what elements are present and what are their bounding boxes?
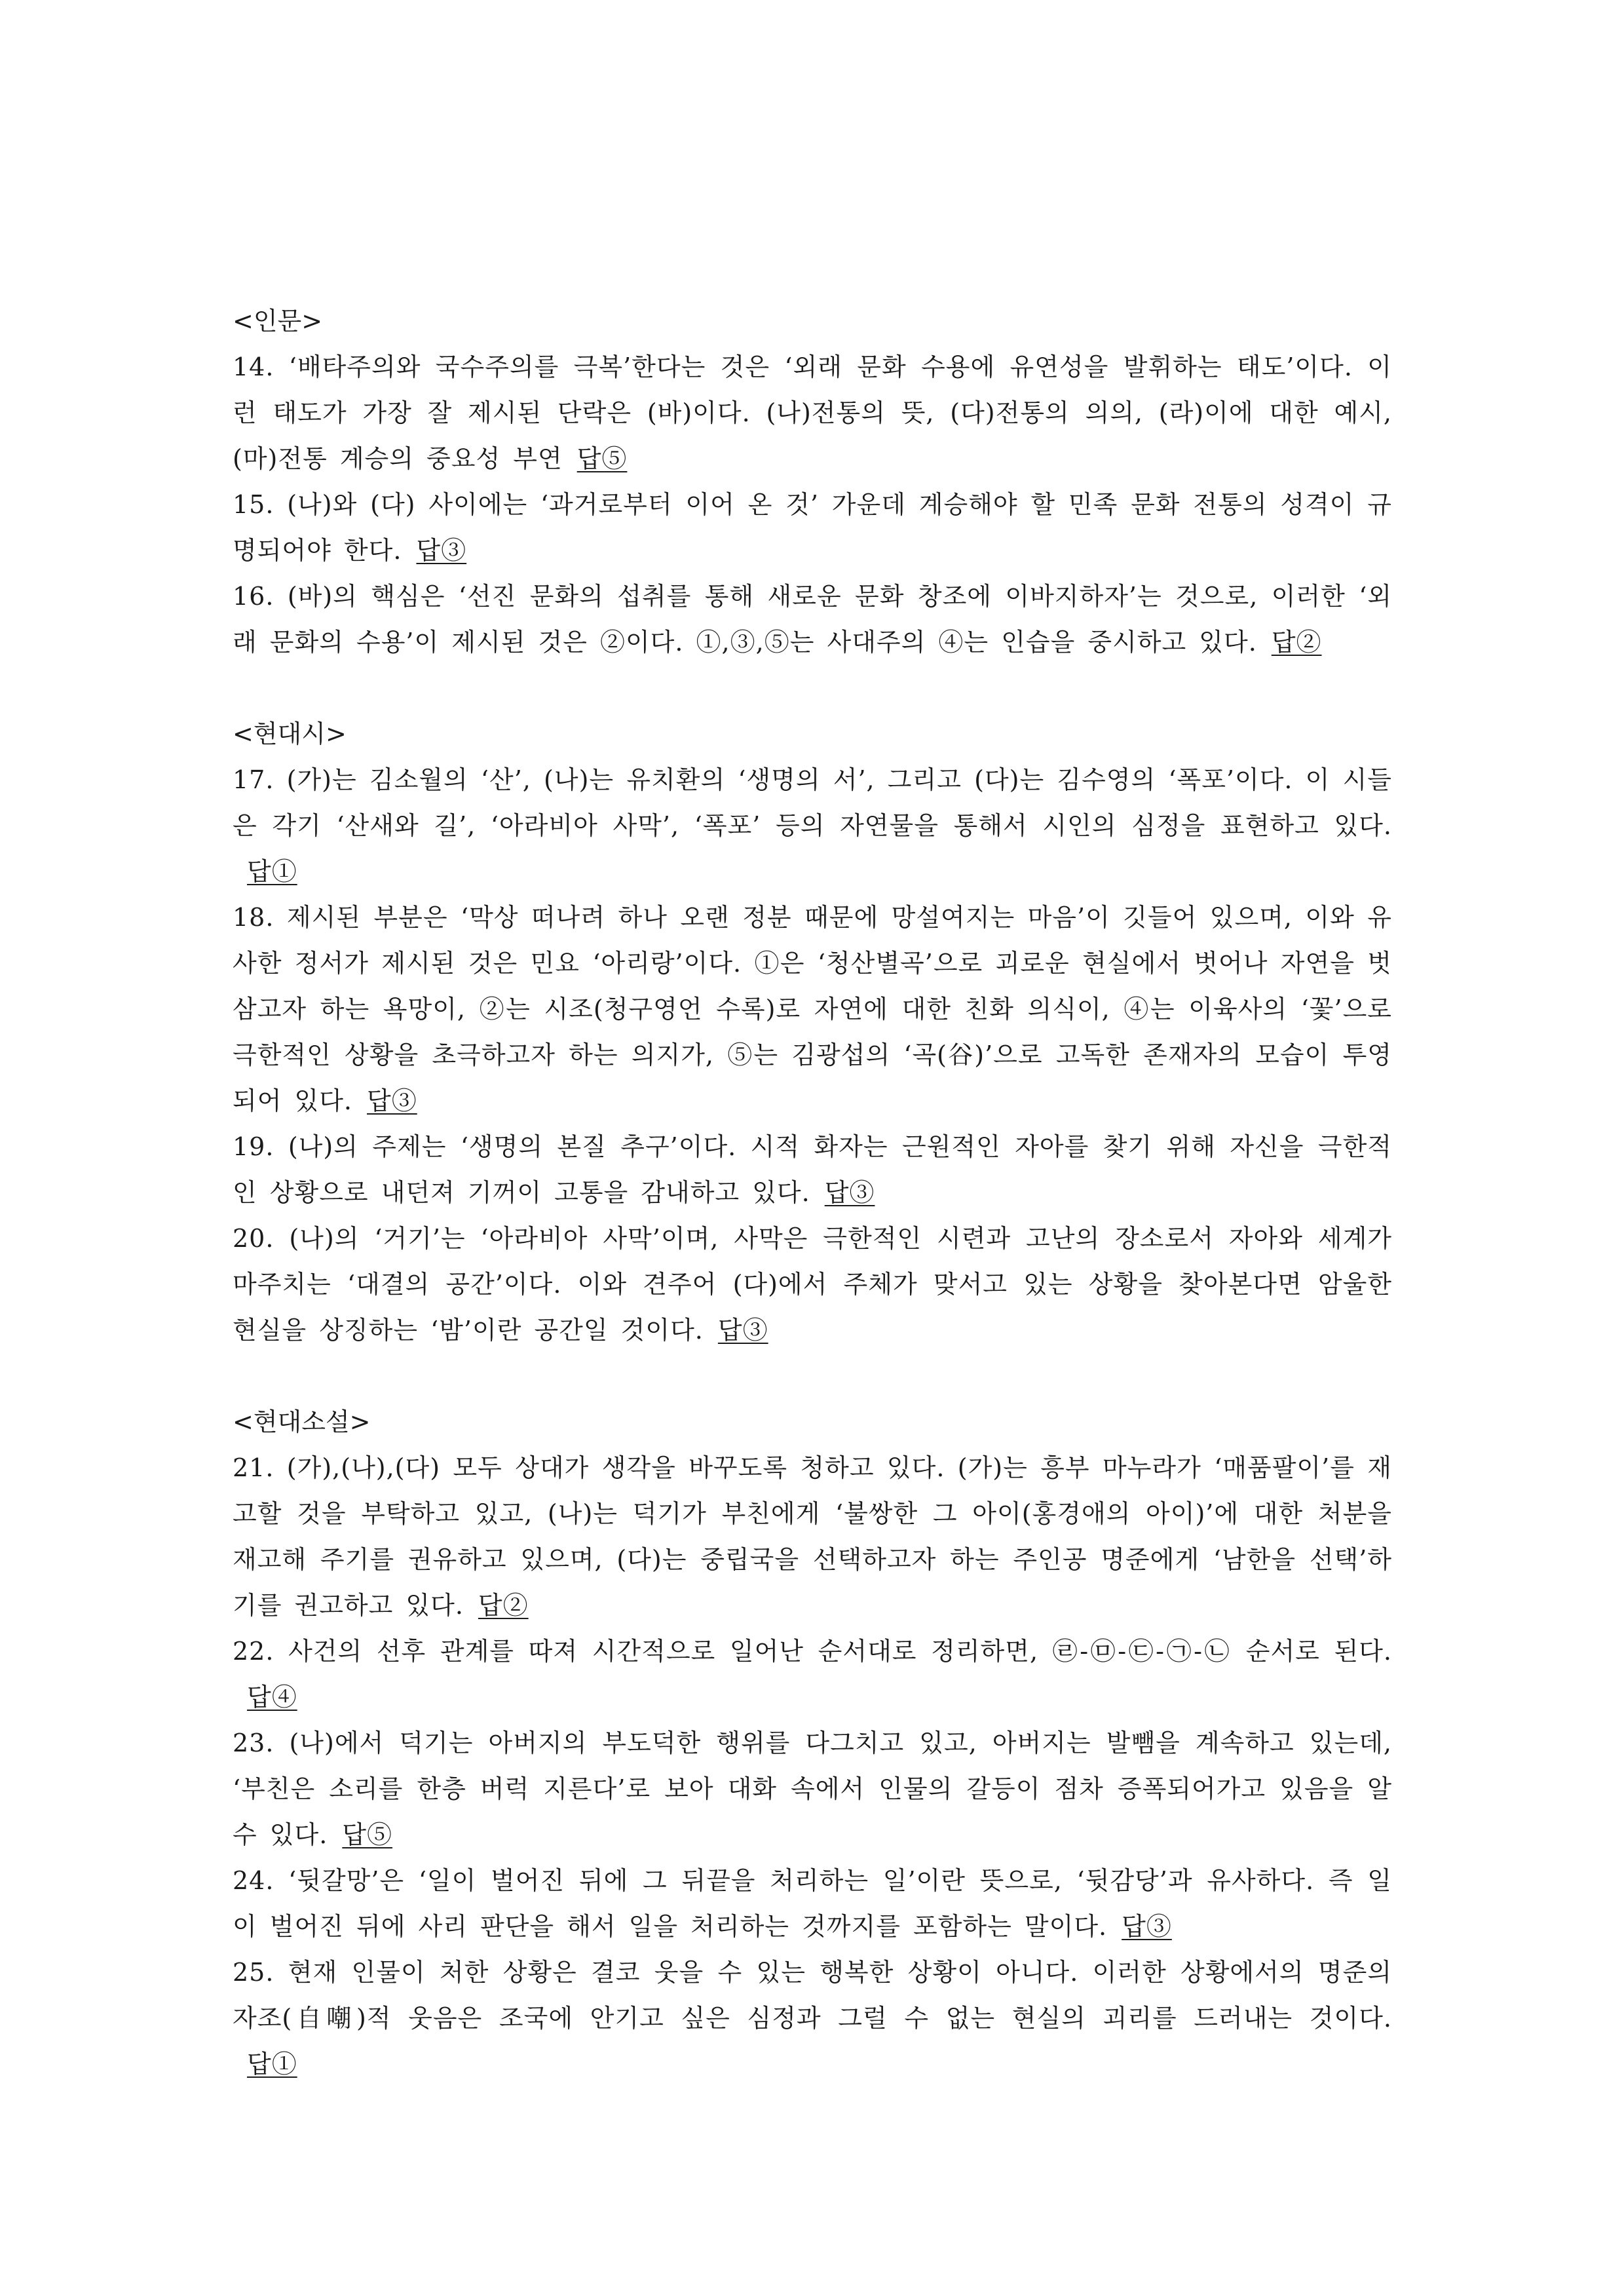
answer-label: 답③ <box>367 1086 417 1115</box>
explanation-text: 19. (나)의 주제는 ‘생명의 본질 추구’이다. 시적 화자는 근원적인 자아를 찾기 위해 자신을 극한적인 상황으로 내던져 기꺼이 고통을 감내하고 있다. <box>233 1132 1392 1207</box>
answer-label: 답③ <box>1122 1912 1172 1941</box>
question-19-explanation <box>233 1124 1392 1215</box>
section-modern-poetry <box>233 711 1392 1353</box>
question-23-explanation <box>233 1720 1392 1858</box>
section-modern-fiction <box>233 1399 1392 2087</box>
answer-key-document <box>233 298 1392 2087</box>
explanation-text: 22. 사건의 선후 관계를 따져 시간적으로 일어난 순서대로 정리하면, ㉣-㉤-㉢-㉠-㉡ 순서로 된다. <box>233 1637 1392 1666</box>
answer-label: 답① <box>247 2050 297 2078</box>
explanation-text: 18. 제시된 부분은 ‘막상 떠나려 하나 오랜 정분 때문에 망설여지는 마음’이 깃들어 있으며, 이와 유사한 정서가 제시된 것은 민요 ‘아리랑’이다. ①은 ‘청산별곡’으로 괴로운 현실에서 벗어나 자연을 벗삼고자 하는 욕망이, ②는 시조(청구영언 수록)로 자연에 대한 친화 의식이, ④는 이육사의 ‘꽃’으로 극한적인 상황을 초극하고자 하는 의지가, ⑤는 김광섭의 ‘곡(谷)’으로 고독한 존재자의 모습이 투영되어 있다. <box>233 903 1392 1115</box>
question-17-explanation <box>233 757 1392 894</box>
answer-label: 답③ <box>824 1178 875 1207</box>
answer-label: 답⑤ <box>576 444 628 473</box>
question-16-explanation <box>233 573 1392 665</box>
answer-label: 답③ <box>717 1316 768 1345</box>
explanation-text: 23. (나)에서 덕기는 아버지의 부도덕한 행위를 다그치고 있고, 아버지는 발뺌을 계속하고 있는데, ‘부친은 소리를 한층 버럭 지른다’로 보아 대화 속에서 인물의 갈등이 점차 증폭되어가고 있음을 알 수 있다. <box>233 1729 1392 1849</box>
question-20-explanation <box>233 1215 1392 1353</box>
explanation-text: 24. ‘뒷갈망’은 ‘일이 벌어진 뒤에 그 뒤끝을 처리하는 일’이란 뜻으로, ‘뒷감당’과 유사하다. 즉 일이 벌어진 뒤에 사리 판단을 해서 일을 처리하는 것까지를 포함하는 말이다. <box>233 1866 1392 1941</box>
answer-label: 답② <box>1271 628 1322 657</box>
question-14-explanation <box>233 344 1392 482</box>
explanation-text: 21. (가),(나),(다) 모두 상대가 생각을 바꾸도록 청하고 있다. (가)는 흥부 마누라가 ‘매품팔이’를 재고할 것을 부탁하고 있고, (나)는 덕기가 부친에게 ‘불쌍한 그 아이(홍경애의 아이)’에 대한 처분을 재고해 주기를 권유하고 있으며, (다)는 중립국을 선택하고자 하는 주인공 명준에게 ‘남한을 선택’하기를 권고하고 있다. <box>233 1453 1392 1620</box>
section-humanities <box>233 298 1392 665</box>
section-heading: <인문> <box>233 307 323 335</box>
question-15-explanation <box>233 482 1392 573</box>
explanation-text: 17. (가)는 김소월의 ‘산’, (나)는 유치환의 ‘생명의 서’, 그리고 (다)는 김수영의 ‘폭포’이다. 이 시들은 각기 ‘산새와 길’, ‘아라비아 사막’, ‘폭포’ 등의 자연물을 통해서 시인의 심정을 표현하고 있다. <box>233 765 1392 840</box>
explanation-text: 14. ‘배타주의와 국수주의를 극복’한다는 것은 ‘외래 문화 수용에 유연성을 발휘하는 태도’이다. 이런 태도가 가장 잘 제시된 단락은 (바)이다. (나)전통의 뜻, (다)전통의 의의, (라)이에 대한 예시, (마)전통 계승의 중요성 부연 <box>233 353 1392 473</box>
explanation-text: 16. (바)의 핵심은 ‘선진 문화의 섭취를 통해 새로운 문화 창조에 이바지하자’는 것으로, 이러한 ‘외래 문화의 수용’이 제시된 것은 ②이다. ①,③,⑤는 사대주의 ④는 인습을 중시하고 있다. <box>233 582 1392 657</box>
answer-label: 답③ <box>416 536 467 565</box>
explanation-text: 20. (나)의 ‘거기’는 ‘아라비아 사막’이며, 사막은 극한적인 시련과 고난의 장소로서 자아와 세계가 마주치는 ‘대결의 공간’이다. 이와 견주어 (다)에서 주체가 맞서고 있는 상황을 찾아본다면 암울한 현실을 상징하는 ‘밤’이란 공간일 것이다. <box>233 1224 1392 1345</box>
question-18-explanation <box>233 894 1392 1124</box>
question-21-explanation <box>233 1445 1392 1628</box>
section-heading: <현대시> <box>233 719 347 748</box>
question-22-explanation <box>233 1628 1392 1720</box>
answer-label: 답⑤ <box>342 1820 393 1849</box>
question-24-explanation <box>233 1858 1392 1949</box>
explanation-text: 25. 현재 인물이 처한 상황은 결코 웃을 수 있는 행복한 상황이 아니다. 이러한 상황에서의 명준의 자조(自嘲)적 웃음은 조국에 안기고 싶은 심정과 그럴 수 없는 현실의 괴리를 드러내는 것이다. <box>233 1958 1392 2033</box>
question-25-explanation <box>233 1949 1392 2087</box>
answer-label: 답② <box>478 1591 529 1620</box>
answer-label: 답① <box>247 857 297 886</box>
section-heading: <현대소설> <box>233 1407 371 1436</box>
explanation-text: 15. (나)와 (다) 사이에는 ‘과거로부터 이어 온 것’ 가운데 계승해야 할 민족 문화 전통의 성격이 규명되어야 한다. <box>233 490 1392 565</box>
answer-label: 답④ <box>247 1683 297 1712</box>
